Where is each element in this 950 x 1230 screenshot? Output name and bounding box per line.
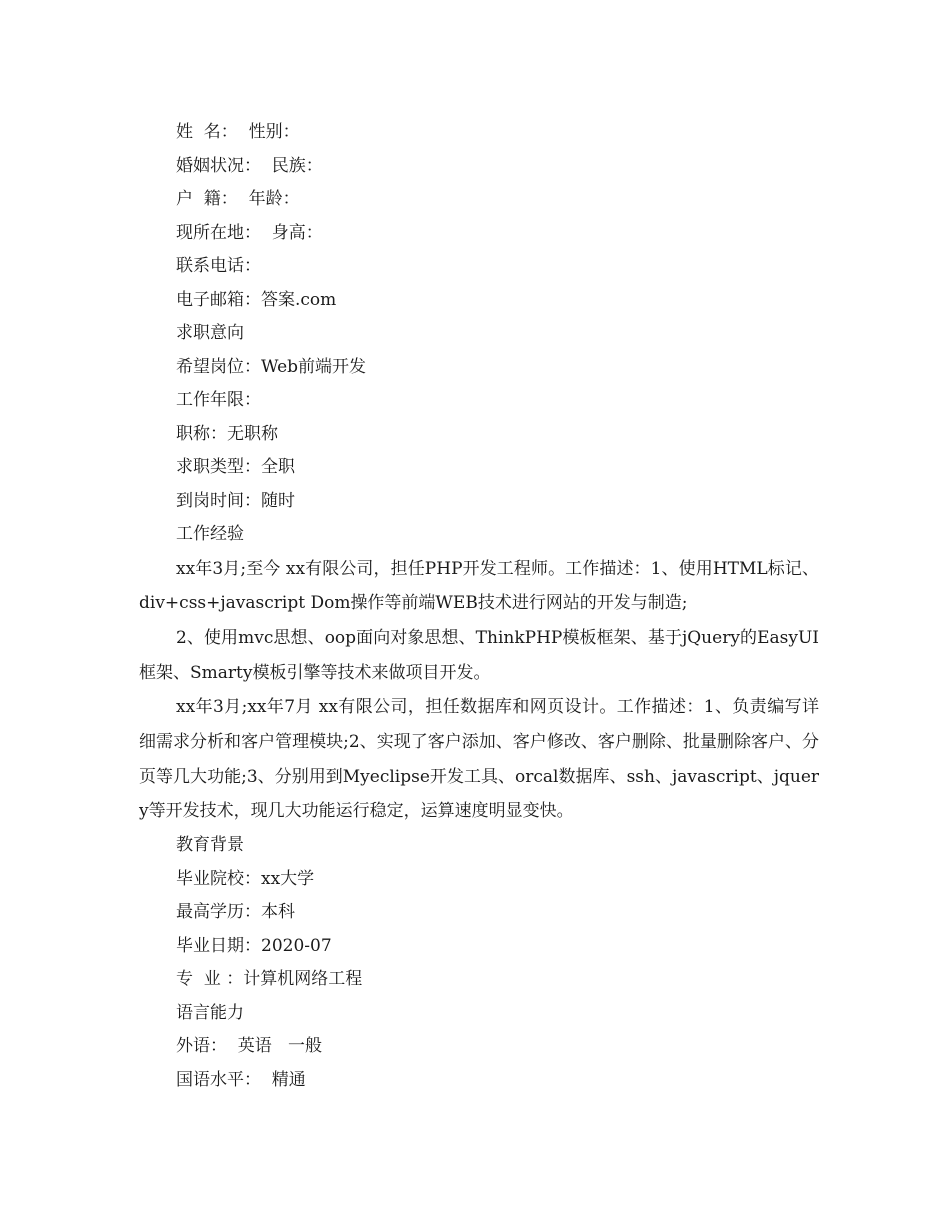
- work-years-line: 工作年限：: [176, 390, 261, 410]
- resume-content: [139, 116, 819, 1097]
- desired-position-line: 希望岗位：Web前端开发: [176, 356, 367, 377]
- experience-paragraph-2: 2、使用mvc思想、oop面向对象思想、ThinkPHP模板框架、基于jQuery的EasyUI框架、Smarty模板引擎等技术来做项目开发。: [139, 627, 819, 683]
- foreign-language-line: 外语： 英语 一般: [176, 1036, 323, 1057]
- section-heading-education: 教育背景: [176, 835, 244, 856]
- phone-line: 联系电话：: [176, 256, 261, 276]
- experience-paragraph-1: xx年3月;至今 xx有限公司，担任PHP开发工程师。工作描述：1、使用HTML标记、div+css+javascript Dom操作等前端WEB技术进行网站的开发与制造;: [139, 558, 819, 614]
- graduation-date-line: 毕业日期：2020-07: [176, 935, 332, 956]
- name-gender-line: 姓 名： 性别：: [176, 122, 300, 142]
- section-heading-intent: 求职意向: [176, 323, 244, 343]
- mandarin-level-line: 国语水平： 精通: [176, 1069, 306, 1090]
- experience-paragraph-3: xx年3月;xx年7月 xx有限公司，担任数据库和网页设计。工作描述：1、负责编写详细需求分析和客户管理模块;2、实现了客户添加、客户修改、客户删除、批量删除客户、分页等几大功能;3、分别用到Myeclipse开发工具、orcal数据库、ssh、javascript、jquery等开发技术，现几大功能运行稳定，运算速度明显变快。: [139, 697, 819, 822]
- job-type-line: 求职类型：全职: [176, 457, 295, 477]
- marital-ethnicity-line: 婚姻状况： 民族：: [176, 155, 323, 176]
- major-line: 专 业 ：计算机网络工程: [176, 969, 363, 990]
- section-heading-experience: 工作经验: [176, 524, 244, 544]
- degree-line: 最高学历：本科: [176, 902, 295, 923]
- location-height-line: 现所在地： 身高：: [176, 222, 323, 243]
- section-heading-language: 语言能力: [176, 1002, 244, 1023]
- arrival-time-line: 到岗时间：随时: [176, 490, 295, 511]
- school-line: 毕业院校：xx大学: [176, 868, 315, 889]
- email-line: 电子邮箱：答案.com: [176, 289, 337, 310]
- job-title-line: 职称：无职称: [176, 423, 278, 444]
- hukou-age-line: 户 籍： 年龄：: [176, 189, 300, 209]
